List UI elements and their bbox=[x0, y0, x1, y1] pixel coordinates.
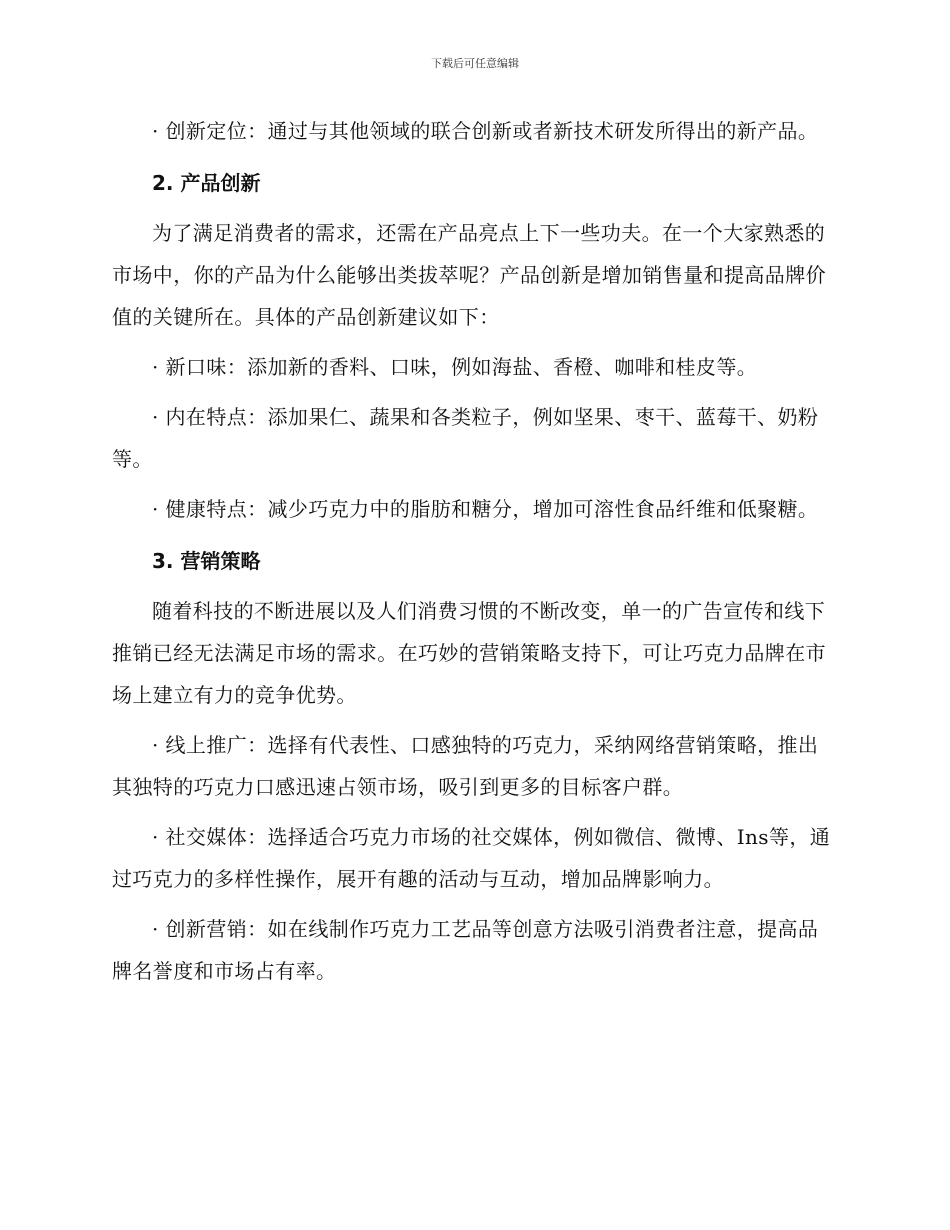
section-heading-marketing-strategy: 3. 营销策略 bbox=[152, 549, 261, 573]
bullet-innovative-marketing: · 创新营销：如在线制作巧克力工艺品等创意方法吸引消费者注意，提高品牌名誉度和市场占有率。 bbox=[112, 917, 819, 983]
bullet-inner-features: · 内在特点：添加果仁、蔬果和各类粒子，例如坚果、枣干、蓝莓干、奶粉等。 bbox=[112, 405, 819, 471]
section-heading-product-innovation: 2. 产品创新 bbox=[152, 171, 261, 195]
document-body bbox=[112, 110, 834, 992]
page-header-note: 下载后可任意编辑 bbox=[431, 57, 519, 70]
paragraph-product-innovation-intro: 为了满足消费者的需求，还需在产品亮点上下一些功夫。在一个大家熟悉的市场中，你的产品为什么能够出类拔萃呢？产品创新是增加销售量和提高品牌价值的关键所在。具体的产品创新建议如下： bbox=[112, 221, 826, 329]
bullet-new-flavor: · 新口味：添加新的香料、口味，例如海盐、香橙、咖啡和桂皮等。 bbox=[152, 355, 758, 379]
bullet-innovation-positioning: · 创新定位：通过与其他领域的联合创新或者新技术研发所得出的新产品。 bbox=[152, 119, 819, 143]
bullet-online-promotion: · 线上推广：选择有代表性、口感独特的巧克力，采纳网络营销策略，推出其独特的巧克力口感迅速占领市场，吸引到更多的目标客户群。 bbox=[112, 733, 819, 799]
paragraph-marketing-intro: 随着科技的不断进展以及人们消费习惯的不断改变，单一的广告宣传和线下推销已经无法满足市场的需求。在巧妙的营销策略支持下，可让巧克力品牌在市场上建立有力的竞争优势。 bbox=[112, 599, 826, 707]
bullet-health-features: · 健康特点：减少巧克力中的脂肪和糖分，增加可溶性食品纤维和低聚糖。 bbox=[152, 497, 819, 521]
bullet-social-media: · 社交媒体：选择适合巧克力市场的社交媒体，例如微信、微博、Ins等，通过巧克力的多样性操作，展开有趣的活动与互动，增加品牌影响力。 bbox=[112, 825, 831, 891]
